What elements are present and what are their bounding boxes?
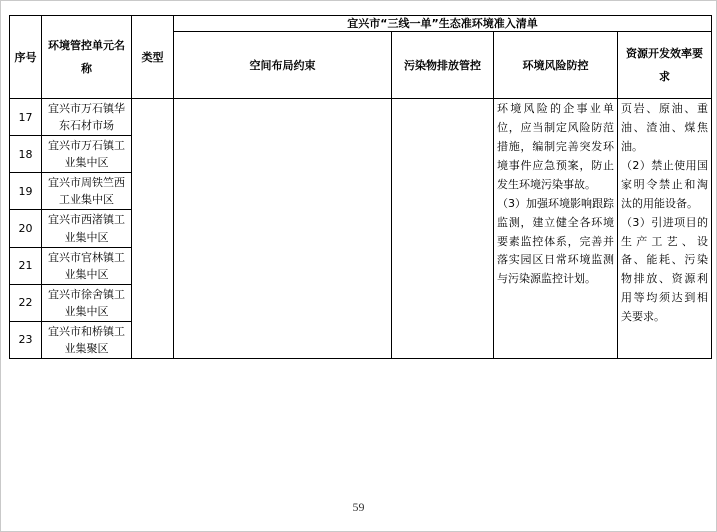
- row-unit-name: 宜兴市万石镇华东石材市场: [42, 99, 132, 136]
- row-serial: 22: [10, 284, 42, 321]
- pollutant-control-merged-cell: [392, 99, 494, 359]
- row-serial: 21: [10, 247, 42, 284]
- row-unit-name: 宜兴市和桥镇工业集聚区: [42, 321, 132, 358]
- resource-paragraph: （3）引进项目的生产工艺、设备、能耗、污染物排放、资源利用等均须达到相关要求。: [621, 215, 709, 324]
- row-serial: 19: [10, 173, 42, 210]
- table-title: 宜兴市“三线一单”生态准环境准入清单: [174, 16, 712, 32]
- risk-paragraph: 环境风险的企事业单位，应当制定风险防范措施，编制完善突发环境事件应急预案，防止发生环境污染事故。: [497, 102, 614, 191]
- header-serial: 序号: [10, 16, 42, 99]
- row-serial: 20: [10, 210, 42, 247]
- header-type: 类型: [132, 16, 174, 99]
- row-serial: 23: [10, 321, 42, 358]
- row-unit-name: 宜兴市徐舍镇工业集中区: [42, 284, 132, 321]
- type-merged-cell: [132, 99, 174, 359]
- table-row: [10, 99, 712, 136]
- page-number: 59: [352, 500, 365, 514]
- row-unit-name: 宜兴市官林镇工业集中区: [42, 247, 132, 284]
- row-serial: 18: [10, 136, 42, 173]
- risk-control-merged-cell: [494, 99, 618, 359]
- row-serial: 17: [10, 99, 42, 136]
- resource-paragraph: （2）禁止使用国家明令禁止和淘汰的用能设备。: [621, 158, 709, 210]
- access-list-table: [9, 15, 712, 359]
- resource-efficiency-merged-cell: [618, 99, 712, 359]
- spatial-layout-merged-cell: [174, 99, 392, 359]
- header-risk-control: 环境风险防控: [494, 32, 618, 99]
- risk-paragraph: （3）加强环境影响跟踪监测，建立健全各环境要素监控体系，完善并落实园区日常环境监测与污染源监控计划。: [497, 196, 614, 286]
- row-unit-name: 宜兴市万石镇工业集中区: [42, 136, 132, 173]
- resource-paragraph: 页岩、原油、重油、渣油、煤焦油。: [621, 102, 709, 153]
- row-unit-name: 宜兴市西渚镇工业集中区: [42, 210, 132, 247]
- header-unit-name: 环境管控单元名称: [42, 16, 132, 99]
- header-spatial-layout: 空间布局约束: [174, 32, 392, 99]
- header-resource-efficiency: 资源开发效率要求: [618, 32, 712, 99]
- row-unit-name: 宜兴市周铁竺西工业集中区: [42, 173, 132, 210]
- header-pollutant-control: 污染物排放管控: [392, 32, 494, 99]
